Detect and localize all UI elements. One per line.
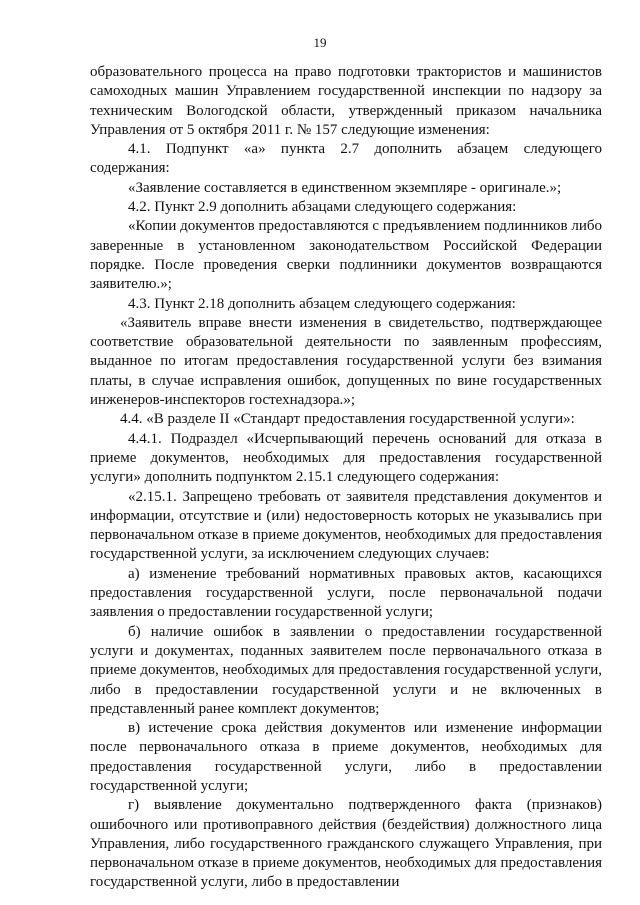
paragraph-4-2: 4.2. Пункт 2.9 дополнить абзацами следующего содержания: — [128, 199, 517, 216]
paragraph-4-4-1: 4.4.1. Подраздел «Исчерпывающий перечень оснований для отказа в приеме документов, необходимых для предоставления государственной услуги» дополнить подпунктом 2.15.1 следующего содержания: — [90, 430, 602, 486]
list-item-g: г) выявление документально подтвержденного факта (признаков) ошибочного или противоправного действия (бездействия) должностного лица Управления, либо государственного гражданского служащего Управления, при первоначальном отказе в приеме документов, необходимых для предоставления государственной услуги, либо в предоставлении — [90, 797, 602, 891]
list-item-v: в) истечение срока действия документов или изменение информации после первоначального отказа в приеме документов, необходимых для предоставления государственной услуги, либо в предоставлении государственной услуги; — [90, 720, 602, 794]
paragraph-4-2-quote: «Копии документов предоставляются с предъявлением подлинников либо заверенные в установленном законодательством Российской Федерации порядке. После проведения сверки подлинники документов возвращаются заявителю.»; — [90, 218, 602, 293]
paragraph-intro: образовательного процесса на право подготовки трактористов и машинистов самоходных машин Управлением государственной инспекции по надзору за техническим Вологодской области, утвержденный приказом начальника Управления от 5 октября 2011 г. № 157 следующие изменения: — [90, 64, 602, 138]
paragraph-4-3-quote: «Заявитель вправе внести изменения в свидетельство, подтверждающее соответствие образовательной деятельности по заявленным профессиям, выданное по итогам предоставления государственной услуги без взимания платы, в случае исправления ошибок, допущенных по вине государственных инженеров-инспекторов гостехнадзора.»; — [90, 314, 602, 409]
paragraph-4-4: 4.4. «В разделе II «Стандарт предоставления государственной услуги»: — [120, 411, 575, 428]
paragraph-4-1-quote: «Заявление составляется в единственном экземпляре - оригинале.»; — [128, 179, 562, 196]
document-body — [90, 63, 602, 893]
page-number: 19 — [313, 35, 327, 50]
list-item-b: б) наличие ошибок в заявлении о предоставлении государственной услуги и документах, поданных заявителем после первоначального отказа в приеме документов, необходимых для предоставления государственной услуги, либо в предоставлении государственной услуги и не включенных в представленный ранее комплект документов; — [90, 623, 602, 717]
list-item-a: а) изменение требований нормативных правовых актов, касающихся предоставления государственной услуги, после первоначальной подачи заявления о предоставлении государственной услуги; — [90, 565, 602, 621]
paragraph-4-1: 4.1. Подпункт «а» пункта 2.7 дополнить абзацем следующего содержания: — [90, 141, 602, 177]
paragraph-2-15-1: «2.15.1. Запрещено требовать от заявителя представления документов и информации, отсутствие и (или) недостоверность которых не указывались при первоначальном отказе в приеме документов, необходимых для предоставления государственной услуги, за исключением следующих случаев: — [90, 488, 602, 563]
paragraph-4-3: 4.3. Пункт 2.18 дополнить абзацем следующего содержания: — [128, 295, 516, 312]
